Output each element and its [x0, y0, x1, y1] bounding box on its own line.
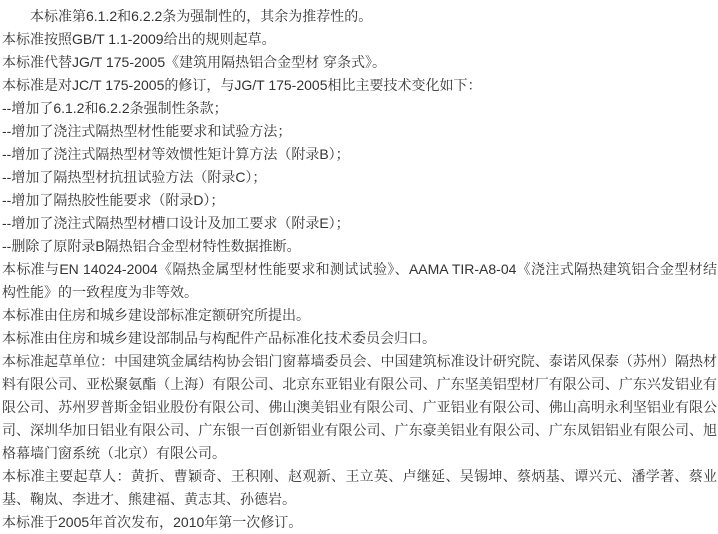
paragraph-text: 本标准主要起草人：黄折、曹颖奇、王积刚、赵观新、王立英、卢继延、吴锡坤、蔡炳基、谭兴元、潘学著、蔡业基、鞠岚、李进才、熊建福、黄志其、孙德岩。	[2, 468, 717, 507]
paragraph-text: --增加了浇注式隔热型材等效惯性矩计算方法（附录B）；	[2, 146, 350, 162]
paragraph-text: 本标准起草单位：中国建筑金属结构协会铝门窗幕墙委员会、中国建筑标准设计研究院、泰诺风保泰（苏州）隔热材料有限公司、亚松聚氨酯（上海）有限公司、北京东亚铝业有限公司、广东坚美铝型材厂有限公司、广东兴发铝业有限公司、苏州罗普斯金铝业股份有限公司、佛山澳美铝业有限公司、广亚铝业有限公司、佛山高明永利坚铝业有限公司、深圳华加日铝业有限公司、广东银一百创新铝业有限公司、广东豪美铝业有限公司、广东凤铝铝业有限公司、旭格幕墙门窗系统（北京）有限公司。	[2, 353, 717, 461]
paragraph-text: 本标准与EN 14024-2004《隔热金属型材性能要求和测试试验》、AAMA TIR-A8-04《浇注式隔热建筑铝合金型材结构性能》的一致程度为非等效。	[2, 261, 717, 300]
paragraph-text: 本标准由住房和城乡建设部制品与构配件产品标准化技术委员会归口。	[2, 330, 436, 346]
paragraph-text: 本标准由住房和城乡建设部标准定额研究所提出。	[2, 307, 310, 323]
paragraph-text: --删除了原附录B隔热铝合金型材特性数据推断。	[2, 238, 301, 254]
paragraph-text: 本标准第6.1.2和6.2.2条为强制性的，其余为推荐性的。	[30, 8, 373, 24]
paragraph-text: 本标准代替JG/T 175-2005《建筑用隔热铝合金型材 穿条式》。	[2, 54, 387, 70]
paragraph-text: --增加了6.1.2和6.2.2条强制性条款；	[2, 100, 228, 116]
paragraph-text: --增加了隔热胶性能要求（附录D）；	[2, 192, 225, 208]
paragraph-text: 本标准按照GB/T 1.1-2009给出的规则起草。	[2, 31, 276, 47]
paragraph-text: --增加了浇注式隔热型材槽口设计及加工要求（附录E）；	[2, 215, 350, 231]
paragraph-text: --增加了浇注式隔热型材性能要求和试验方法；	[2, 123, 292, 139]
paragraph-text: 本标准是对JC/T 175-2005的修订，与JG/T 175-2005相比主要技术变化如下：	[2, 77, 482, 93]
paragraph-text: 本标准于2005年首次发布，2010年第一次修订。	[2, 514, 303, 530]
paragraph-text: --增加了隔热型材抗扭试验方法（附录C）；	[2, 169, 267, 185]
